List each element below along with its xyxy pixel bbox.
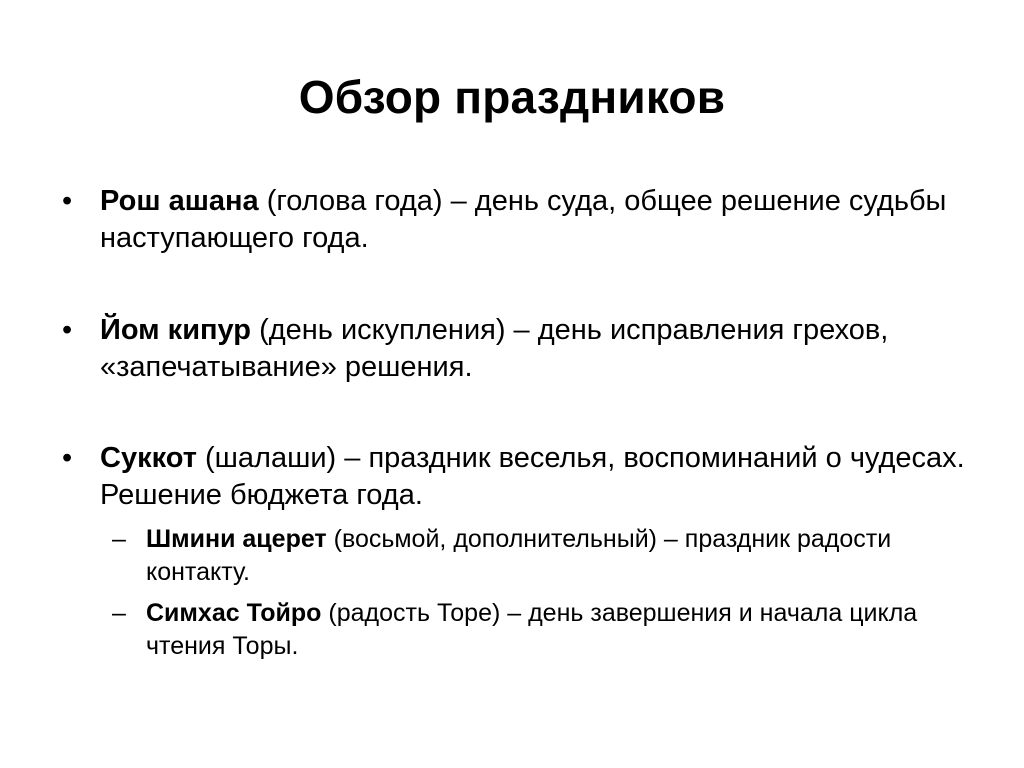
bullet-text: (день искупления) – день исправления грехов, «запечатывание» решения. bbox=[100, 314, 889, 383]
bullet-term: Йом кипур bbox=[100, 314, 252, 346]
bullet-marker: • bbox=[62, 442, 73, 474]
bullet-text: (голова года) – день суда, общее решение судьбы наступающего года. bbox=[100, 185, 947, 254]
subbullet-text: (радость Торе) – день завершения и начала цикла чтения Торы. bbox=[146, 599, 918, 660]
bullet-item-yom-kippur bbox=[62, 312, 980, 386]
bullet-term: Суккот bbox=[100, 442, 197, 474]
bullet-marker: • bbox=[62, 185, 73, 217]
bullet-item-sukkot bbox=[62, 440, 980, 514]
subbullet-item-simchat-torah bbox=[112, 597, 986, 663]
bullet-item-rosh-hashana bbox=[62, 183, 980, 257]
subbullet-term: Шмини ацерет bbox=[146, 525, 327, 553]
slide-title: Обзор праздников bbox=[298, 71, 726, 123]
subbullet-text: (восьмой, дополнительный) – праздник радости контакту. bbox=[146, 525, 892, 586]
subbullet-term: Симхас Тойро bbox=[146, 599, 322, 627]
bullet-term: Рош ашана bbox=[100, 185, 259, 217]
subbullet-marker: – bbox=[112, 525, 126, 553]
subbullet-marker: – bbox=[112, 599, 126, 627]
subbullet-item-shmini-atzeret bbox=[112, 523, 986, 589]
bullet-marker: • bbox=[62, 314, 73, 346]
bullet-text: (шалаши) – праздник веселья, воспоминаний о чудесах. Решение бюджета года. bbox=[100, 442, 965, 511]
